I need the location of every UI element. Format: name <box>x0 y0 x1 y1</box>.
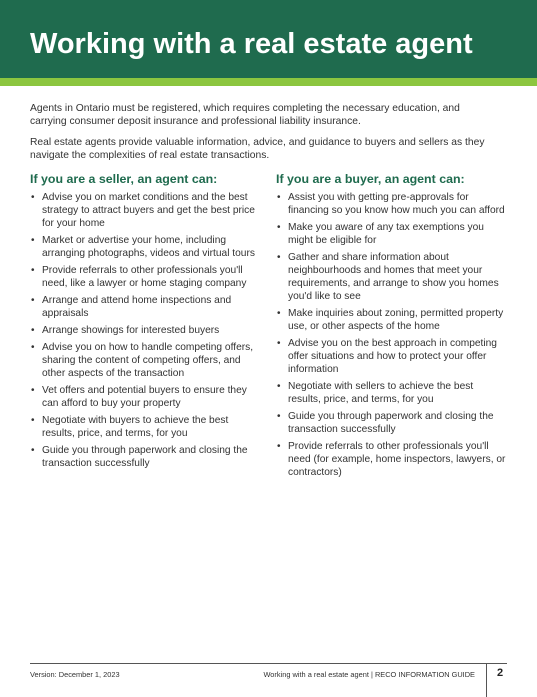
buyer-list <box>276 191 508 479</box>
footer-version: Version: December 1, 2023 <box>30 670 120 679</box>
list-item: • Provide referrals to other professionals you'll need (for example, home inspectors, lawyers, or contractors) <box>276 440 508 479</box>
list-item: • Guide you through paperwork and closing the transaction successfully <box>276 410 508 436</box>
footer-guide-title: Working with a real estate agent | RECO INFORMATION GUIDE <box>263 670 475 679</box>
buyer-section <box>276 172 508 483</box>
list-item: • Negotiate with buyers to achieve the best results, price, and terms, for you <box>30 414 262 440</box>
intro-paragraph-registration: Agents in Ontario must be registered, which requires completing the necessary education, and carrying consumer deposit insurance and professional liability insurance. <box>30 103 460 127</box>
seller-heading: If you are a seller, an agent can: <box>30 172 218 186</box>
list-item: • Provide referrals to other professionals you'll need, like a lawyer or home staging company <box>30 264 262 290</box>
footer-rule <box>30 663 507 664</box>
page-title: Working with a real estate agent <box>30 28 473 60</box>
list-item: • Arrange showings for interested buyers <box>30 324 262 337</box>
list-item: • Advise you on market conditions and the best strategy to attract buyers and get the best price for your home <box>30 191 262 230</box>
seller-section <box>30 172 262 474</box>
page-number: 2 <box>497 667 504 679</box>
list-item: • Arrange and attend home inspections and appraisals <box>30 294 262 320</box>
buyer-heading: If you are a buyer, an agent can: <box>276 172 465 186</box>
list-item: • Assist you with getting pre-approvals for financing so you know how much you can afford <box>276 191 508 217</box>
list-item: • Market or advertise your home, including arranging photographs, videos and virtual tours <box>30 234 262 260</box>
list-item: • Vet offers and potential buyers to ensure they can afford to buy your property <box>30 384 262 410</box>
seller-list <box>30 191 262 470</box>
list-item: • Advise you on the best approach in competing offer situations and how to protect your offer information <box>276 337 508 376</box>
list-item: • Make you aware of any tax exemptions you might be eligible for <box>276 221 508 247</box>
page-header <box>0 0 537 78</box>
list-item: • Gather and share information about neighbourhoods and homes that meet your requirements, and arrange to show you homes you'd like to see <box>276 251 508 303</box>
list-item: • Guide you through paperwork and closing the transaction successfully <box>30 444 262 470</box>
footer-divider <box>486 663 487 697</box>
list-item: • Advise you on how to handle competing offers, sharing the content of competing offers, and other aspects of the transaction <box>30 341 262 380</box>
header-accent-stripe <box>0 78 537 86</box>
list-item: • Make inquiries about zoning, permitted property use, or other aspects of the home <box>276 307 508 333</box>
intro-paragraph-role: Real estate agents provide valuable information, advice, and guidance to buyers and sellers as they navigate the complexities of real estate transactions. <box>30 137 485 161</box>
list-item: • Negotiate with sellers to achieve the best results, price, and terms, for you <box>276 380 508 406</box>
